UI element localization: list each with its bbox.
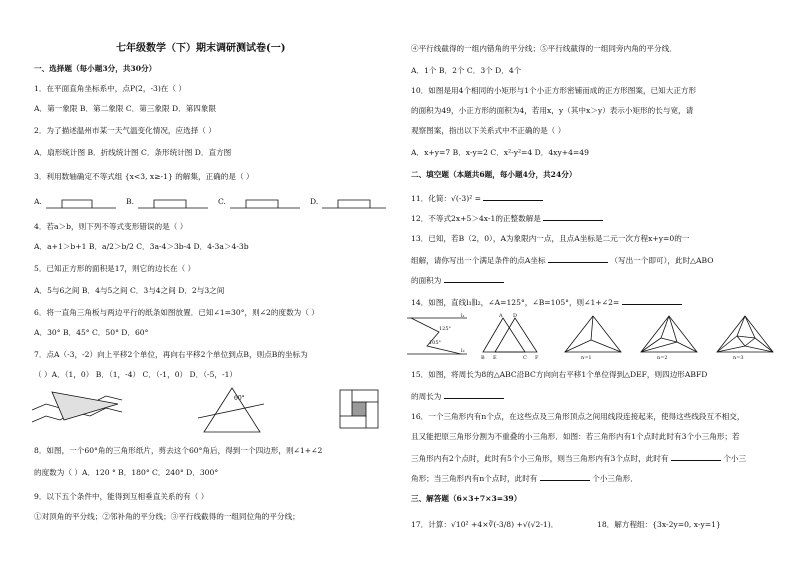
q16-figure [561, 312, 777, 360]
q14-figure [405, 312, 469, 360]
q1-options: A．第一象限 B．第二象限 C．第三象限 D．第四象限 [34, 104, 217, 113]
q16-label-n3: n=3 [733, 355, 744, 360]
q3-number-lines [46, 192, 386, 214]
q13-text-3: 的面积为 [411, 274, 504, 286]
q11-text: 11．化简：√(-3)² = [411, 192, 543, 204]
q13-text-1: 13．已知，若B（2，0），A为象限内一点，且点A坐标是二元一次方程x+y=0的一 [411, 234, 690, 243]
q14-text: 14．如图，直线l₁∥l₂，∠A=125°，∠B=105°，则∠1+∠2= [411, 296, 682, 308]
q2-options: A．扇形统计图 B．折线统计图 C．条形统计图 D．直方图 [34, 148, 232, 157]
q6-figure [30, 386, 132, 428]
q15-label-e: E [493, 355, 497, 360]
q1-text: 1．在平面直角坐标系中，点P(2，-3)在（ ） [34, 84, 187, 93]
q3-opt-a: A. [34, 197, 42, 206]
q16-three-points-blank[interactable] [671, 452, 721, 461]
q13-text-2: 组解，请你写出一个满足条件的点A坐标 （写出一个即可），此时△ABO [411, 256, 714, 265]
q3-text: 3．利用数轴确定不等式组 {x<3, x≥-1} 的解集，正确的是（ ） [34, 172, 254, 181]
q16-text-4: 角形；当三角形内有n个点时，此时有 个小三角形． [411, 474, 638, 483]
q8-angle-label: 60° [234, 395, 245, 402]
q2-text: 2．为了描述温州市某一天气温变化情况，应选择（ ） [34, 126, 216, 135]
q15-text-2: 的周长为 [411, 390, 504, 402]
q3-opt-d: D. [310, 197, 319, 206]
q6-text: 6．将一直角三角板与两边平行的纸条如图放置．已知∠1=30°，则∠2的度数为（ ） [34, 308, 319, 317]
section-choice-title: 一、选择题（每小题3分，共30分） [34, 64, 157, 73]
q16-label-n1: n=1 [581, 355, 592, 360]
q8-text-1: 8．如图，一个60°角的三角形纸片，剪去这个60°角后，得到一个四边形，则∠1+∠2 [34, 446, 323, 455]
q14-angle-125: 125° [439, 326, 452, 332]
q14-answer-blank[interactable] [622, 296, 682, 305]
q3-opt-c: C. [218, 197, 226, 206]
q16-label-n2: n=2 [657, 355, 668, 360]
q4-options: A．a+1＞b+1 B．a/2＞b/2 C．3a-4＞3b-4 D．4-3a＞4-3b [34, 242, 249, 251]
q15-label-c: C [523, 355, 527, 360]
section-fill-title: 二、填空题（本题共6题，每小题4分，共24分） [411, 170, 577, 179]
q13-point-blank[interactable] [548, 254, 608, 263]
q12-text: 12．不等式2x+5＞4x-1的正整数解是 [411, 212, 603, 224]
q5-text: 5．已知正方形的面积是17，则它的边长在（ ） [34, 264, 196, 273]
q4-text: 4．若a＞b，则下列不等式变形错误的是（ ） [34, 222, 188, 231]
q5-options: A．5与6之间 B．4与5之间 C．3与4之间 D．2与3之间 [34, 286, 225, 295]
q9-text: 9．以下五个条件中，能得到互相垂直关系的有（ ） [34, 492, 209, 501]
q3-opt-b: B. [126, 197, 134, 206]
q15-answer-blank[interactable] [444, 390, 504, 399]
q9-choice-options: A．1个 B．2个 C．3个 D．4个 [411, 66, 522, 75]
q13-area-blank[interactable] [444, 274, 504, 283]
q16-text-2: 且又能把原三角形分割为不重叠的小三角形．如图：若三角形内有1个点时此时有3个小三角形；若 [411, 432, 740, 441]
q15-label-b: B [481, 355, 485, 360]
q8-figure [196, 384, 266, 436]
q11-answer-blank[interactable] [483, 192, 543, 201]
q15-label-a: A [499, 313, 503, 319]
q16-n-points-blank[interactable] [540, 472, 590, 481]
q15-text-1: 15．如图，将周长为8的△ABC沿BC方向向右平移1个单位得到△DEF，则四边形ABFD [411, 370, 708, 379]
q10-text-2: 的面积为49，小正方形的面积为4，若用x，y（其中x＞y）表示小矩形的长与宽，请 [411, 106, 694, 115]
q10-text-3: 观察图案，指出以下关系式中不正确的是（ ） [411, 126, 566, 135]
q15-label-f: F [535, 355, 539, 360]
q7-text: 7．点A（-3，-2）向上平移2个单位，再向右平移2个单位到点B，则点B的坐标为 [34, 350, 308, 359]
q18-text: 18．解方程组：{3x-2y=0, x-y=1} [597, 520, 721, 529]
section-solve-title: 三、解答题（6×3+7×3=39） [411, 494, 522, 503]
q14-angle-105: 105° [429, 340, 442, 346]
q16-text-1: 16．一个三角形内有n个点，在这些点及三角形顶点之间用线段连接起来，使得这些线段互不相交， [411, 412, 745, 421]
q17-text: 17．计算：√10² +4×∛(-3/8) +√(√2-1)． [411, 520, 559, 529]
page-title: 七年级数学（下）期末调研测试卷(一) [116, 43, 286, 54]
q14-l2-label: l₂ [461, 348, 465, 354]
q15-label-d: D [513, 313, 518, 319]
q9-options: ①对顶角的平分线；②邻补角的平分线；③平行线截得的一组同位角的平分线； [34, 512, 300, 521]
q6-options: A．30° B．45° C．50° D．60° [34, 328, 149, 337]
q10-figure [334, 384, 384, 434]
q10-text-1: 10．如图是用4个相同的小矩形与1个小正方形密铺而成的正方形图案，已知大正方形 [411, 86, 697, 95]
q12-answer-blank[interactable] [543, 212, 603, 221]
right-column [397, 0, 794, 562]
q14-l1-label: l₁ [461, 313, 465, 319]
q10-options: A．x+y=7 B．x-y=2 C．x²-y²=4 D．4xy+4=49 [411, 148, 589, 157]
q15-figure [481, 312, 555, 360]
q7-options: （ ）A．（1，0） B．（1，-4） C．（-1，0） D．（-5，-1） [34, 370, 238, 379]
q16-text-3: 三角形内有2个点时，此时有5个小三角形，则当三角形内有3个点时，此时有 个小三 [411, 454, 747, 463]
q9-continued: ④平行线截得的一组内错角的平分线；⑤平行线截得的一组同旁内角的平分线． [411, 44, 677, 53]
q8-text-2: 的度数为（ ）A．120 ° B．180° C．240° D．300° [34, 468, 219, 477]
